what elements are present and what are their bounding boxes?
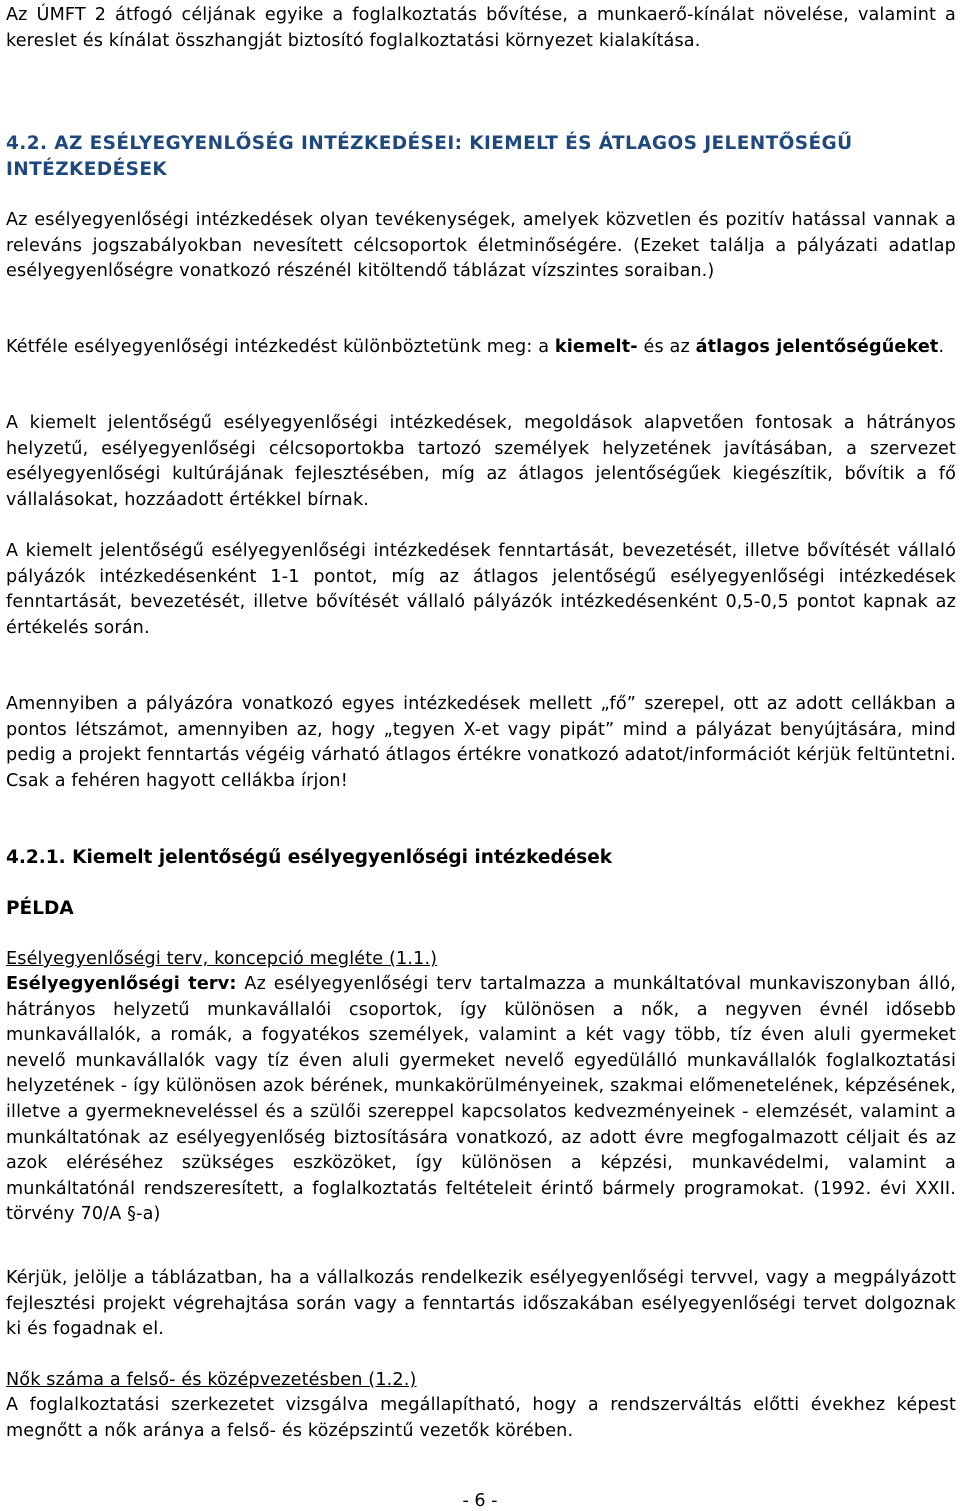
item2-title: Nők száma a felső- és középvezetésben (1.2.)	[6, 1370, 417, 1390]
paragraph-instructions: Amennyiben a pályázóra vonatkozó egyes intézkedések mellett „fő” szerepel, ott az adott cellákban a pontos létszámot, amennyiben az, hogy „tegyen X-et vagy pipát” mind a pályázat benyújtására, mind pedig a projekt fenntartás végéig várható átlagos értékre vonatkozó adatot/információt kérjük feltüntetni. Csak a fehéren hagyott cellákba írjon!	[6, 694, 956, 791]
item1-definition-label: Esélyegyenlőségi terv:	[6, 974, 237, 994]
item1-title: Esélyegyenlőségi terv, koncepció megléte (1.1.)	[6, 949, 438, 969]
example-label: PÉLDA	[6, 898, 74, 919]
intro-paragraph: Az ÚMFT 2 átfogó céljának egyike a foglalkoztatás bővítése, a munkaerő-kínálat növelése, valamint a kereslet és kínálat összhangját biztosító foglalkoztatási környezet kialakítása.	[6, 5, 956, 51]
subsection-heading: 4.2.1. Kiemelt jelentőségű esélyegyenlőségi intézkedések	[6, 847, 613, 868]
kiemelt-term: kiemelt-	[554, 337, 638, 357]
paragraph-explanation: A kiemelt jelentőségű esélyegyenlőségi intézkedések, megoldások alapvetően fontosak a hátrányos helyzetű, esélyegyenlőségi célcsoportokba tartozó személyek helyzetének javításában, a szervezet esélyegyenlőségi kultúrájának fejlesztésében, míg az átlagos jelentőségűek kiegészítik, bővítik a fő vállalásokat, hozzáadott értékkel bírnak.	[6, 413, 956, 510]
paragraph-scoring: A kiemelt jelentőségű esélyegyenlőségi intézkedések fenntartását, bevezetését, illetve bővítését vállaló pályázók intézkedésenként 1-1 pontot, míg az átlagos jelentőségű esélyegyenlőségi intézkedések fenntartását, bevezetését, illetve bővítését vállaló pályázók intézkedésenként 0,5-0,5 pontot kapnak az értékelés során.	[6, 541, 956, 638]
atlagos-term: átlagos jelentőségűeket	[695, 337, 939, 357]
paragraph-types: Kétféle esélyegyenlőségi intézkedést különböztetünk meg: a kiemelt- és az átlagos jelentőségűeket.	[6, 337, 945, 357]
item1-request: Kérjük, jelölje a táblázatban, ha a vállalkozás rendelkezik esélyegyenlőségi tervvel, vagy a megpályázott fejlesztési projekt végrehajtása során vagy a fenntartás időszakában esélyegyenlőségi tervet dolgoznak ki és fogadnak el.	[6, 1268, 956, 1340]
item1-definition: Esélyegyenlőségi terv: Az esélyegyenlőségi terv tartalmazza a munkáltatóval munkaviszonyban álló, hátrányos helyzetű munkavállalói csoportok, így különösen a nők, a negyven évnél idősebb munkavállalók, a romák, a fogyatékos személyek, valamint a két vagy több, tíz éven aluli gyermeket nevelő munkavállalók vagy tíz éven aluli gyermeket nevelő egyedülálló munkavállalók foglalkoztatási helyzetének - így különösen azok bérének, munkakörülményeinek, szakmai előmenetelének, képzésének, illetve a gyermekneveléssel és a szülői szereppel kapcsolatos kedvezményeinek - elemzését, valamint a munkáltatónak az esélyegyenlőség biztosítására vonatkozó, az adott évre megfogalmazott céljait és az azok eléréséhez szükséges eszközöket, így különösen a képzési, munkavédelmi, valamint a munkáltatónál rendszeresített, a foglalkoztatás feltételeit érintő bármely programokat. (1992. évi XXII. törvény 70/A §-a)	[6, 974, 956, 1225]
paragraph-definition: Az esélyegyenlőségi intézkedések olyan tevékenységek, amelyek közvetlen és pozitív hatással vannak a releváns jogszabályokban nevesített célcsoportok életminőségére. (Ezeket találja a pályázati adatlap esélyegyenlőségre vonatkozó részénél kitöltendő táblázat vízszintes soraiban.)	[6, 210, 956, 282]
item2-text: A foglalkoztatási szerkezetet vizsgálva megállapítható, hogy a rendszerváltás előtti évekhez képest megnőtt a nők aránya a felső- és középszintű vezetők körében.	[6, 1395, 956, 1441]
page-number: - 6 -	[462, 1491, 498, 1511]
section-heading: 4.2. AZ ESÉLYEGYENLŐSÉG INTÉZKEDÉSEI: KIEMELT ÉS ÁTLAGOS JELENTŐSÉGŰ INTÉZKEDÉSEK	[6, 133, 853, 180]
